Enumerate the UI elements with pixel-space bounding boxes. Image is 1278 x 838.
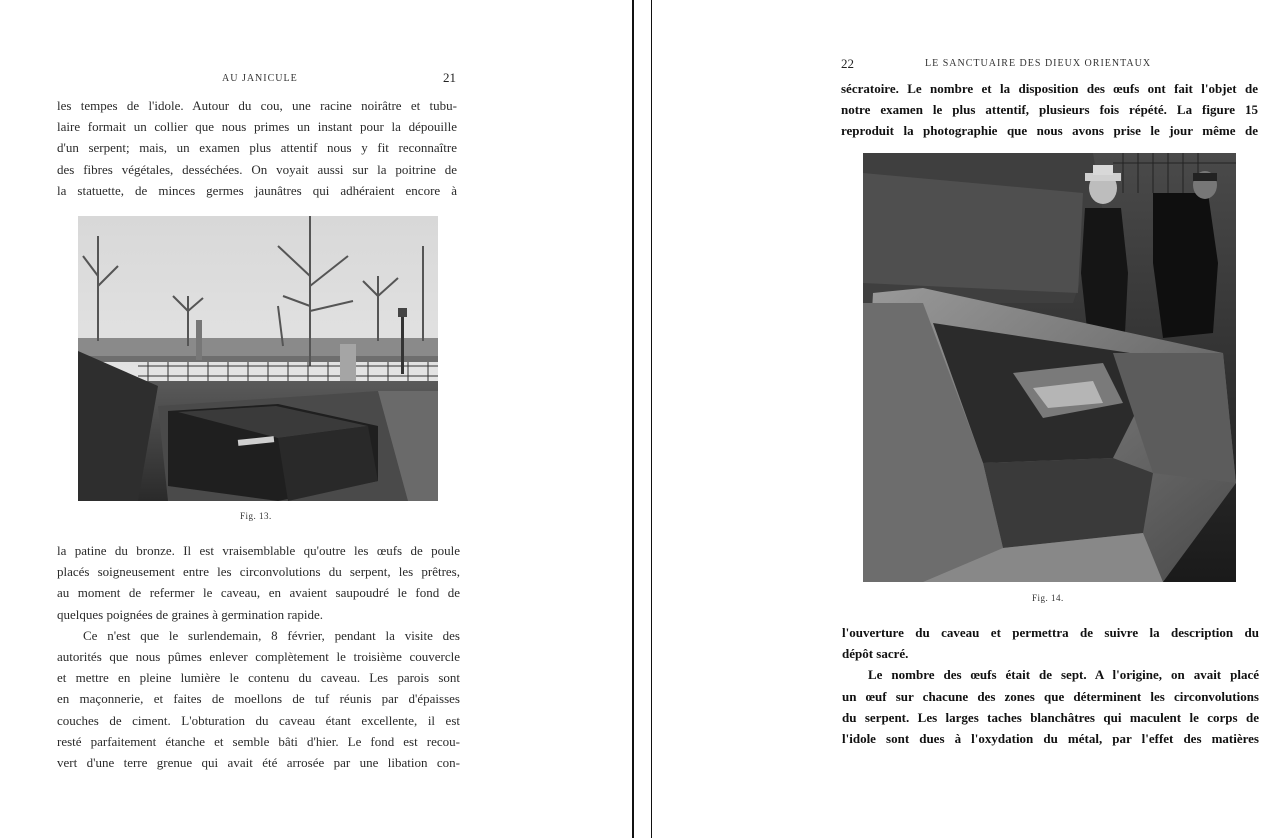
page-number: 21: [443, 70, 456, 85]
text-line: un œuf sur chacune des zones que déterminent les circonvolutions: [842, 688, 1259, 704]
paragraph: [57, 95, 457, 201]
paragraph: [841, 78, 1258, 142]
text-line: la patine du bronze. Il est vraisemblable qu'outre les œufs de poule: [57, 543, 460, 558]
text-line: du serpent. Les larges taches blanchâtres qui maculent le corps de: [842, 709, 1259, 725]
page-number: 22: [841, 56, 854, 71]
figure-caption: Fig. 14.: [1032, 593, 1064, 603]
figure-14-photograph: [863, 153, 1236, 582]
text-line: resté parfaitement étanche et semble bâti d'hier. Le fond est recou-: [57, 733, 460, 749]
text-line: quelques poignées de graines à germination rapide.: [57, 606, 324, 622]
text-line: notre examen le plus attentif, plusieurs fois répété. La figure 15: [841, 102, 1258, 118]
figure-13-photograph: [78, 216, 438, 501]
text-line: au moment de refermer le caveau, en avaient saupoudré le fond de: [57, 585, 460, 601]
excavated-vault-photo: [863, 153, 1236, 582]
text-line: Ce n'est que le surlendemain, 8 février, pendant la visite des: [83, 627, 460, 643]
text-line: dépôt sacré.: [842, 646, 909, 662]
text-line: et mettre en pleine lumière le contenu du caveau. Les parois sont: [57, 670, 460, 686]
page-divider: [632, 0, 634, 838]
text-line: des fibres végétales, desséchées. On voyait aussi sur la poitrine de: [57, 161, 457, 177]
text-line: vert d'une terre grenue qui avait été arrosée par une libation con-: [57, 755, 460, 771]
text-line: autorités que nous pûmes enlever complètement le troisième couvercle: [57, 649, 460, 665]
text-line: l'idole sont dues à l'oxydation du métal, par l'effet des matières: [842, 731, 1259, 747]
garden-excavation-photo: [78, 216, 438, 501]
running-head: AU JANICULE: [222, 73, 298, 84]
book-gutter: [632, 0, 652, 838]
text-line: les tempes de l'idole. Autour du cou, une racine noirâtre et tubu-: [57, 98, 457, 113]
running-head: LE SANCTUAIRE DES DIEUX ORIENTAUX: [925, 58, 1152, 69]
text-line: en maçonnerie, et faites de moellons de tuf réunis par d'épaisses: [57, 691, 460, 707]
text-line: d'un serpent; mais, un examen plus attentif nous y fit reconnaître: [57, 140, 457, 156]
text-line: reproduit la photographie que nous avons prise le jour même de: [841, 123, 1258, 139]
text-line: l'ouverture du caveau et permettra de suivre la description du: [842, 625, 1259, 640]
paragraph: [842, 622, 1259, 749]
right-page: [652, 0, 1278, 838]
text-line: sécratoire. Le nombre et la disposition des œufs ont fait l'objet de: [841, 81, 1258, 96]
text-line: placés soigneusement entre les circonvolutions du serpent, les prêtres,: [57, 564, 460, 580]
text-line: laire formait un collier que nous primes un instant pour la dépouille: [57, 119, 457, 135]
text-line: la statuette, de minces germes jaunâtres qui adhéraient encore à: [57, 182, 457, 198]
text-line: Le nombre des œufs était de sept. A l'origine, on avait placé: [868, 667, 1259, 683]
text-line: couches de ciment. L'obturation du caveau étant excellente, il est: [57, 712, 460, 728]
paragraph: [57, 540, 460, 773]
left-page: [0, 0, 632, 838]
figure-caption: Fig. 13.: [240, 511, 272, 521]
